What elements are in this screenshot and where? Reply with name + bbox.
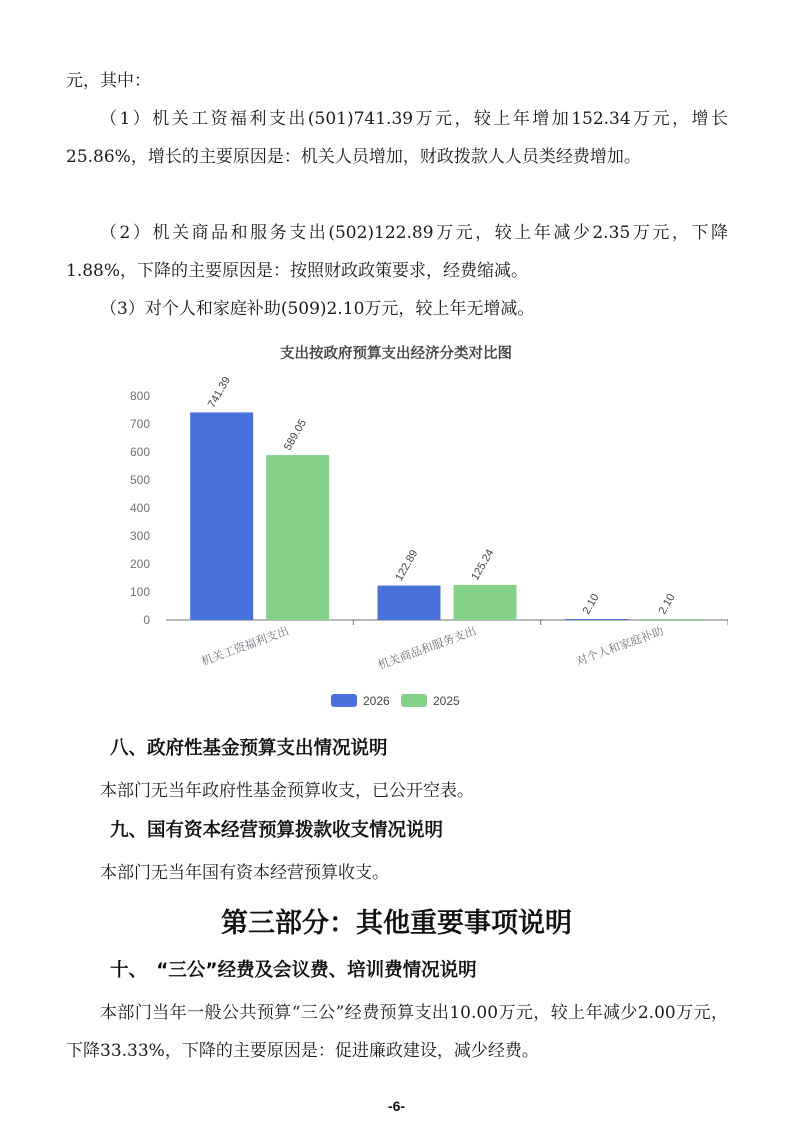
y-tick-label: 500 [129, 473, 150, 487]
bar-2026-1 [378, 586, 441, 620]
section-10-heading: 十、 “三公”经费及会议费、培训费情况说明 [110, 960, 477, 981]
bar-2026-2 [565, 619, 628, 620]
chart-title: 支出按政府预算支出经济分类对比图 [280, 346, 512, 362]
section-8-heading: 八、政府性基金预算支出情况说明 [110, 738, 388, 759]
bar-series [190, 375, 704, 620]
data-label-2025-0: 589.05 [281, 417, 310, 453]
y-axis [130, 389, 150, 627]
y-tick-label: 800 [129, 389, 150, 403]
paragraph-item-2: （2）机关商品和服务支出(502)122.89万元，较上年减少2.35万元，下降1.88%，下降的主要原因是：按照财政政策要求，经费缩减。 [66, 223, 728, 281]
legend-label-2026: 2026 [363, 694, 390, 708]
y-tick-label: 700 [129, 417, 150, 431]
chart-legend [331, 694, 460, 708]
bar-2025-1 [454, 585, 517, 620]
section-10-body: 本部门当年一般公共预算“三公”经费预算支出10.00万元，较上年减少2.00万元，下降33.33%，下降的主要原因是：促进廉政建设，减少经费。 [66, 1003, 728, 1061]
bar-2025-0 [266, 455, 329, 620]
y-tick-label: 100 [129, 585, 150, 599]
page-number: -6- [387, 1098, 406, 1114]
x-category-label: 对个人和家庭补助 [574, 623, 666, 669]
data-label-2025-2: 2.10 [656, 591, 678, 617]
y-tick-label: 0 [143, 613, 150, 627]
data-label-2025-1: 125.24 [469, 547, 497, 583]
data-label-2026-0: 741.39 [205, 374, 234, 410]
x-axis-labels [199, 620, 728, 672]
section-9-heading: 九、国有资本经营预算拨款收支情况说明 [110, 820, 444, 841]
x-category-label: 机关商品和服务支出 [375, 623, 479, 673]
legend-label-2025: 2025 [433, 694, 460, 708]
legend-swatch-2025 [401, 694, 427, 707]
x-category-label: 机关工资福利支出 [199, 623, 291, 669]
paragraph-item-3: （3）对个人和家庭补助(509)2.10万元，较上年无增减。 [100, 299, 535, 319]
paragraph-item-1: （1）机关工资福利支出(501)741.39万元，较上年增加152.34万元，增长25.86%，增长的主要原因是：机关人员增加，财政拨款人人员类经费增加。 [66, 109, 728, 167]
y-tick-label: 200 [129, 557, 150, 571]
bar-2026-0 [190, 412, 253, 620]
y-tick-label: 600 [129, 445, 150, 459]
y-tick-label: 400 [129, 501, 150, 515]
bar-2025-2 [641, 619, 704, 620]
y-tick-label: 300 [129, 529, 150, 543]
data-label-2026-2: 2.10 [580, 591, 602, 617]
paragraph-intro: 元，其中： [66, 71, 151, 91]
section-9-body: 本部门无当年国有资本经营预算收支。 [100, 863, 389, 883]
data-label-2026-1: 122.89 [393, 547, 421, 584]
section-8-body: 本部门无当年政府性基金预算收支，已公开空表。 [100, 781, 474, 801]
part-3-title: 第三部分：其他重要事项说明 [221, 908, 572, 939]
expenditure-bar-chart [66, 336, 728, 731]
legend-swatch-2026 [331, 694, 357, 707]
